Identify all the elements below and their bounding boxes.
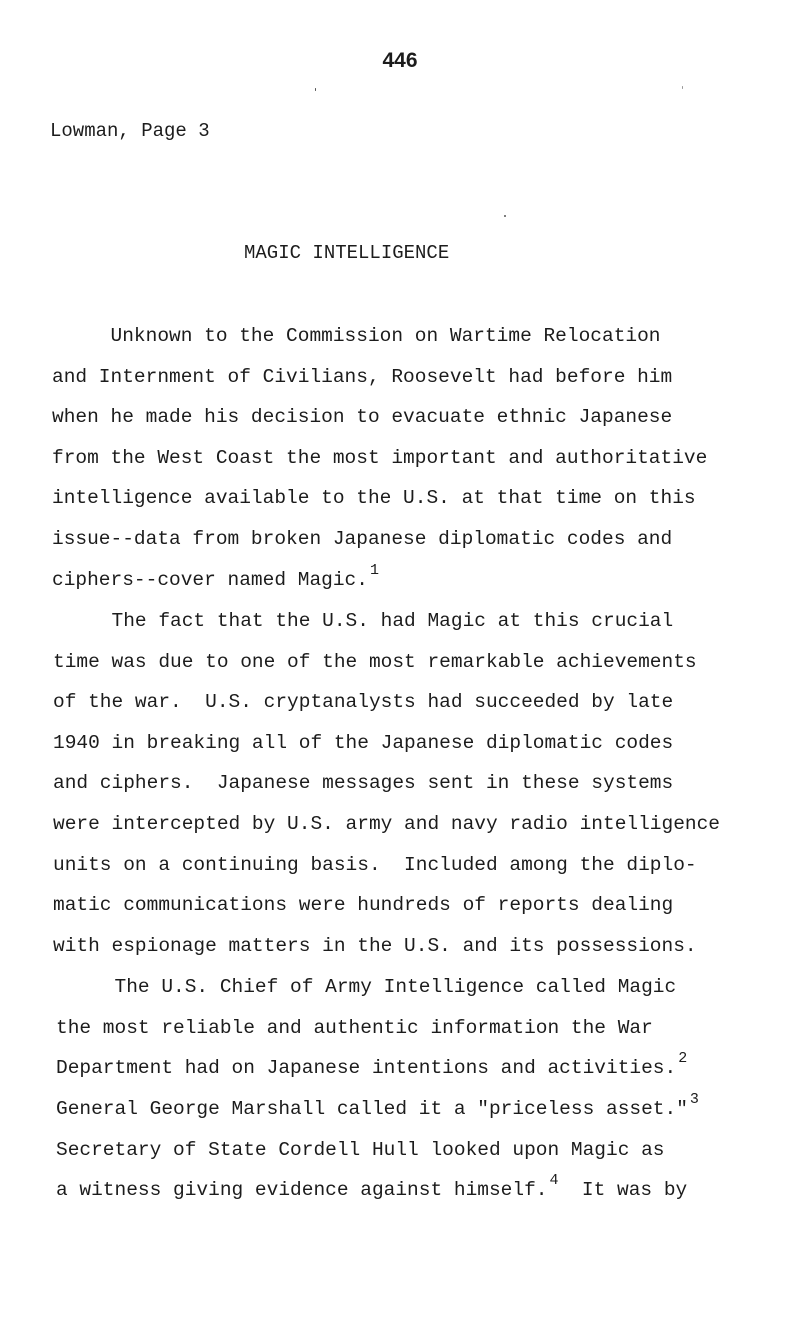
- body-line: Department had on Japanese intentions and activities. $^2$: [56, 1049, 688, 1079]
- footnote-marker: 3: [689, 1090, 699, 1108]
- body-line: a witness giving evidence against himself. $^4$ It was by: [56, 1171, 688, 1201]
- body-line: from the West Coast the most important and authoritative: [52, 447, 708, 469]
- footnote-marker: 1: [369, 561, 379, 579]
- body-line: and ciphers. Japanese messages sent in these systems: [53, 772, 674, 794]
- body-line: time was due to one of the most remarkable achievements: [53, 651, 697, 673]
- body-line: units on a continuing basis. Included among the diplo-: [53, 854, 697, 876]
- body-line: The fact that the U.S. had Magic at this crucial: [53, 610, 674, 632]
- body-line: Unknown to the Commission on Wartime Relocation: [52, 325, 661, 347]
- body-line: were intercepted by U.S. army and navy radio intelligence: [53, 813, 721, 835]
- page-header: Lowman, Page 3: [50, 120, 210, 142]
- body-line: the most reliable and authentic information the War: [56, 1017, 653, 1039]
- body-line: of the war. U.S. cryptanalysts had succeeded by late: [53, 691, 674, 713]
- body-line: matic communications were hundreds of reports dealing: [53, 894, 674, 916]
- scan-speck: [682, 86, 683, 89]
- body-line: General George Marshall called it a "priceless asset." $^3$: [56, 1090, 699, 1120]
- body-line: and Internment of Civilians, Roosevelt had before him: [52, 366, 673, 388]
- page-number: 446: [382, 49, 418, 72]
- body-line: The U.S. Chief of Army Intelligence called Magic: [56, 976, 677, 998]
- body-line: when he made his decision to evacuate ethnic Japanese: [52, 406, 673, 428]
- body-line: with espionage matters in the U.S. and its possessions.: [53, 935, 697, 957]
- footnote-marker: 4: [549, 1171, 559, 1189]
- footnote-marker: 2: [678, 1049, 688, 1067]
- scan-speck: [504, 215, 506, 217]
- body-line: issue--data from broken Japanese diplomatic codes and: [52, 528, 673, 550]
- body-line: ciphers--cover named Magic. $^1$: [52, 561, 379, 591]
- section-title: MAGIC INTELLIGENCE: [244, 242, 450, 264]
- scan-speck: [315, 88, 316, 91]
- body-line: intelligence available to the U.S. at that time on this: [52, 487, 696, 509]
- body-line: 1940 in breaking all of the Japanese diplomatic codes: [53, 732, 674, 754]
- body-line: Secretary of State Cordell Hull looked upon Magic as: [56, 1139, 665, 1161]
